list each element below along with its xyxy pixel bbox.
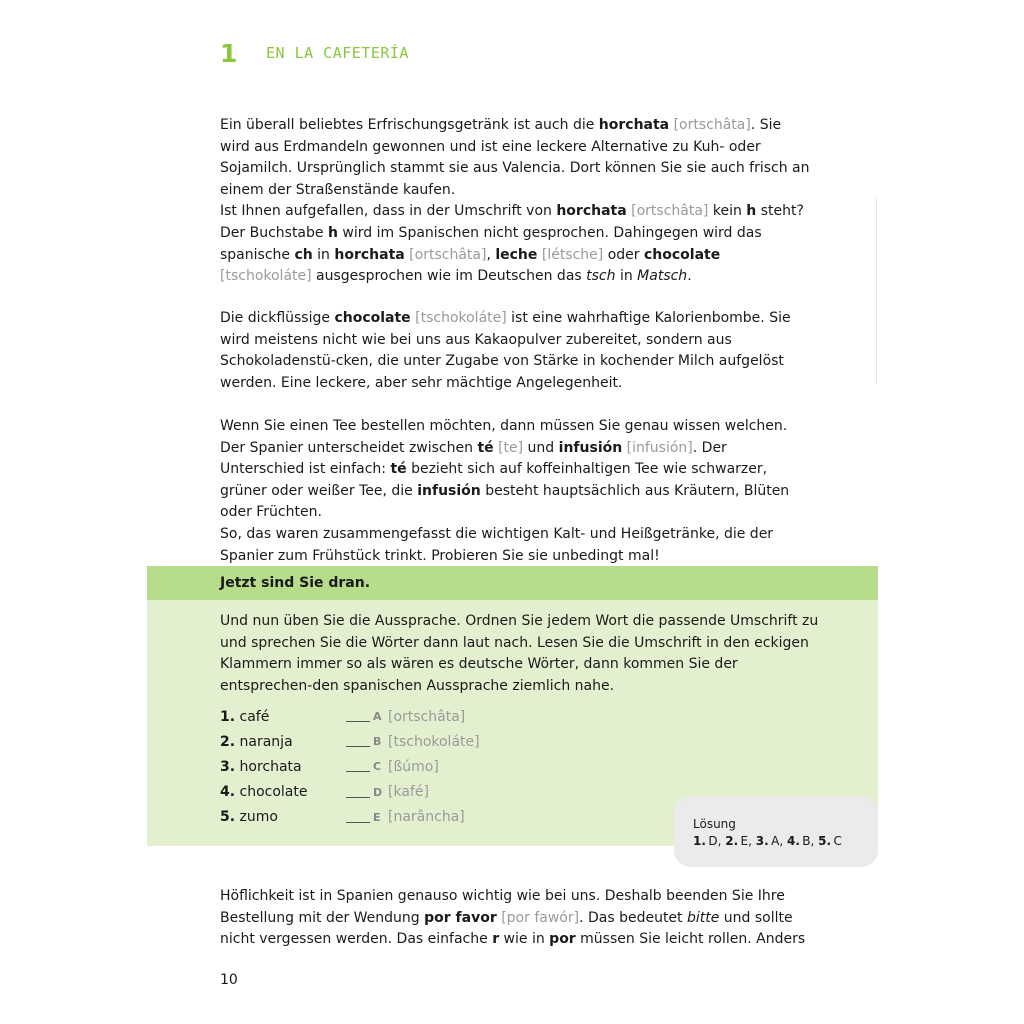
answer-blank[interactable]	[346, 812, 370, 823]
text-run: ,	[486, 246, 496, 263]
item-number: 4.	[220, 784, 236, 801]
text-run: in	[312, 246, 335, 263]
text-run: Höflichkeit ist in Spanien genauso wichtig wie bei uns. Deshalb beenden Sie Ihre Bestellung mit der Wendung	[220, 888, 785, 926]
solution-box	[674, 797, 878, 867]
italic-term: Matsch	[637, 268, 688, 285]
bold-term: chocolate	[643, 246, 721, 263]
answer-blank[interactable]	[346, 736, 370, 747]
exercise-item	[220, 780, 480, 805]
bold-term: h	[746, 203, 757, 220]
text-run: und	[523, 439, 559, 456]
text-run: in	[615, 268, 638, 285]
solution-answers: 1. D, 2. E, 3. A, 4. B, 5. C	[693, 834, 842, 848]
item-number: 1.	[220, 708, 236, 725]
bold-term: ch	[294, 246, 313, 263]
text-run: bezieht sich auf koffeinhaltigen Tee wie schwarzer, grüner oder weißer Tee, die	[220, 461, 768, 499]
chapter-header	[220, 36, 409, 70]
text-run: . Sie wird aus Erdmandeln gewonnen und ist eine leckere Alternative zu Kuh- oder Sojamilch. Ursprünglich stammt sie aus Valencia. Dort können Sie sie auch frisch an einem der Straßenstände kaufen.	[220, 117, 810, 198]
text-run: .	[687, 268, 692, 285]
paragraph-politeness	[220, 886, 810, 951]
text-run: Ist Ihnen aufgefallen, dass in der Umschrift von	[220, 203, 557, 220]
option-transcription: [ßúmo]	[388, 758, 439, 775]
bold-term: té	[477, 439, 494, 456]
italic-term: bitte	[686, 909, 720, 926]
option-letter: A	[373, 710, 382, 724]
item-word: horchata	[239, 758, 302, 775]
answer-blank[interactable]	[346, 761, 370, 772]
transcription: [ortschâta]	[669, 117, 751, 133]
transcription: [infusión]	[622, 439, 693, 456]
exercise-item	[220, 729, 480, 754]
transcription: [tschokoláte]	[410, 310, 507, 326]
bold-term: por	[549, 931, 576, 948]
paragraph-text	[220, 416, 810, 567]
text-run: . Der Unterschied ist einfach:	[220, 439, 727, 478]
option-transcription: [narâncha]	[388, 809, 465, 826]
transcription: [létsche]	[537, 246, 604, 263]
option-transcription: [kafé]	[388, 784, 429, 801]
text-run: kein	[708, 203, 747, 220]
exercise-heading: Jetzt sind Sie dran.	[147, 566, 878, 600]
solution-label: Lösung	[693, 817, 736, 831]
answer-blank[interactable]	[346, 787, 370, 798]
item-word: naranja	[239, 733, 293, 750]
bold-term: horchata	[598, 117, 670, 133]
text-run: Die dickflüssige	[220, 310, 335, 326]
text-run: müssen Sie leicht rollen. Anders	[575, 931, 806, 948]
answer-blank[interactable]	[346, 711, 370, 722]
paragraph-text	[220, 886, 810, 951]
text-run: ist eine wahrhaftige Kalorienbombe. Sie wird meistens nicht wie bei uns aus Kakaopulver zubereitet, sondern aus Schokoladenstü-cken, die unter Zugabe von Stärke in kochender Milch aufgelöst werden. Eine leckere, aber sehr mächtige Angelegenheit.	[220, 310, 791, 391]
text-run: wie in	[499, 931, 550, 948]
page-number: 10	[220, 972, 238, 988]
option-letter: D	[373, 785, 383, 799]
bold-term: infusión	[558, 439, 623, 456]
bold-term: leche	[495, 246, 538, 263]
bold-term: horchata	[556, 203, 627, 220]
bold-term: r	[492, 931, 500, 948]
transcription: [ortschâta]	[626, 203, 709, 220]
exercise-items	[220, 704, 480, 830]
transcription: [te]	[493, 439, 524, 456]
transcription: [ortschâta]	[404, 246, 487, 263]
option-letter: C	[373, 760, 382, 774]
bold-term: chocolate	[334, 310, 411, 326]
text-run: Ein überall beliebtes Erfrischungsgetränk ist auch die	[220, 117, 599, 133]
item-number: 3.	[220, 758, 236, 775]
transcription: [por fawór]	[496, 909, 580, 926]
chapter-number: 1	[220, 38, 238, 68]
exercise-item	[220, 805, 480, 830]
paragraph-text	[220, 115, 810, 288]
italic-term: tsch	[586, 268, 616, 285]
transcription: [tschokoláte]	[220, 268, 312, 285]
text-run: wird im Spanischen nicht gesprochen. Dahingegen wird das spanische	[220, 224, 762, 263]
text-run: ausgesprochen wie im Deutschen das	[311, 268, 587, 285]
text-run: und sollte nicht vergessen werden. Das einfache	[220, 909, 793, 948]
text-run: Wenn Sie einen Tee bestellen möchten, dann müssen Sie genau wissen welchen. Der Spanier unterscheidet zwischen	[220, 418, 788, 456]
paragraph-tea	[220, 416, 810, 567]
text-run: steht? Der Buchstabe	[220, 203, 804, 241]
option-letter: E	[373, 810, 381, 824]
bold-term: h	[327, 224, 338, 241]
chapter-title: EN LA CAFETERÍA	[266, 44, 409, 62]
text-run: . Das bedeutet	[579, 909, 687, 926]
exercise-instruction: Und nun üben Sie die Aussprache. Ordnen Sie jedem Wort die passende Umschrift zu und sprechen Sie die Wörter dann laut nach. Lesen Sie die Umschrift in den eckigen Klammern immer so als wären es deutsche Wörter, dann kommen Sie der entsprechen-den spanischen Aussprache ziemlich nahe.	[220, 613, 819, 694]
option-letter: B	[373, 735, 382, 749]
paragraph-chocolate	[220, 308, 810, 394]
bold-term: horchata	[334, 246, 405, 263]
text-run: besteht hauptsächlich aus Kräutern, Blüten oder Früchten.	[220, 482, 790, 521]
exercise-item	[220, 704, 480, 729]
bold-term: infusión	[417, 482, 481, 499]
item-number: 2.	[220, 733, 236, 750]
item-number: 5.	[220, 809, 236, 826]
paragraph-text	[220, 308, 810, 394]
bold-term: por favor	[424, 909, 497, 926]
item-word: chocolate	[239, 784, 308, 801]
text-run: oder	[603, 246, 644, 263]
text-run: So, das waren zusammengefasst die wichtigen Kalt- und Heißgetränke, die der Spanier zum Frühstück trinkt. Probieren Sie sie unbedingt mal!	[220, 525, 774, 564]
option-transcription: [ortschâta]	[388, 708, 466, 725]
item-word: zumo	[239, 809, 278, 826]
paragraph-horchata	[220, 115, 810, 288]
margin-rule	[876, 198, 877, 384]
option-transcription: [tschokoláte]	[388, 733, 480, 750]
exercise-item	[220, 754, 480, 779]
item-word: café	[239, 708, 270, 725]
bold-term: té	[390, 461, 407, 478]
